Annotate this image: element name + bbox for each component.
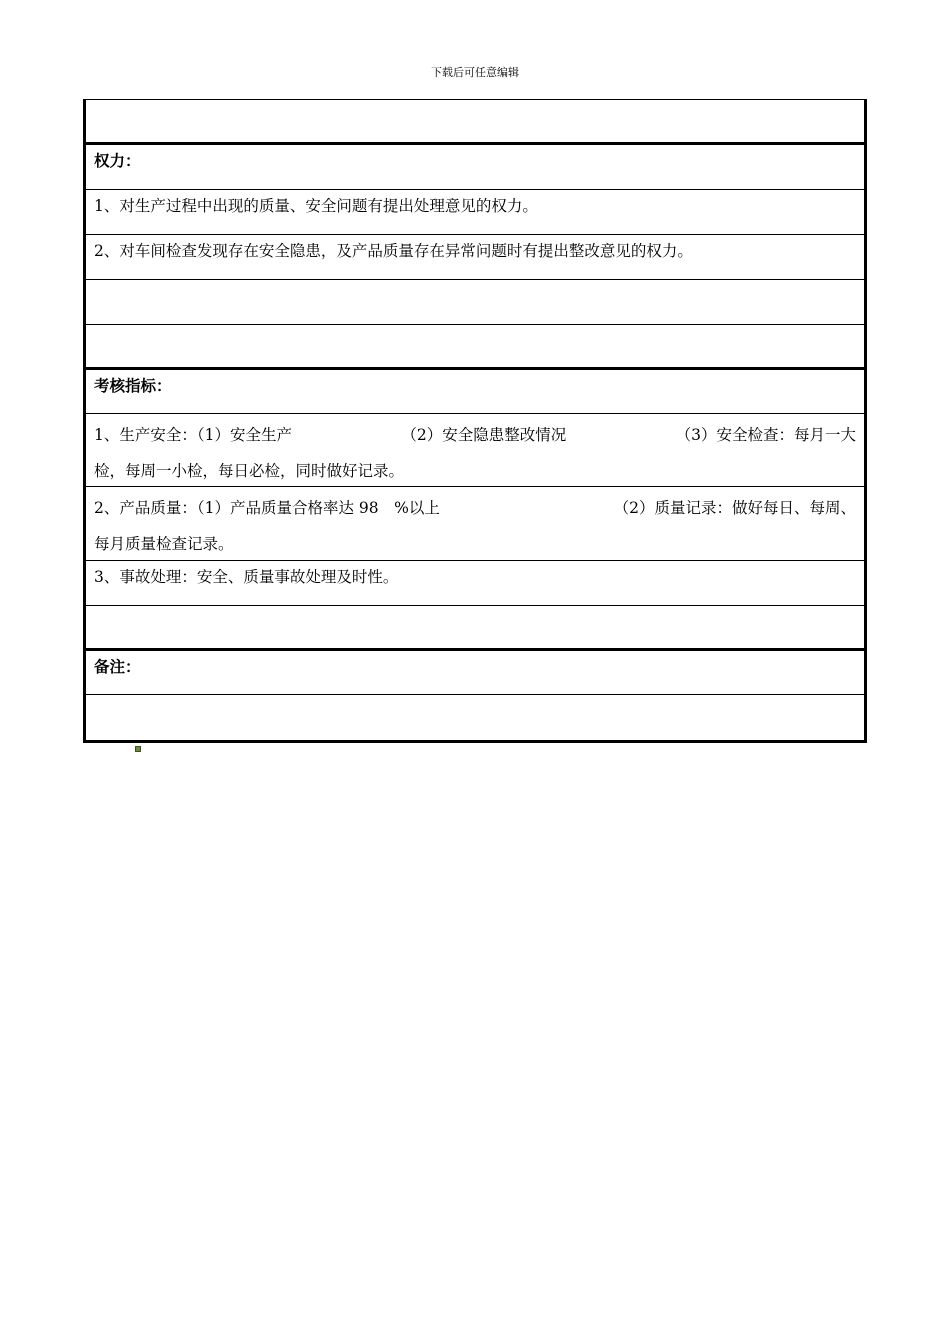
assessment-item-1-part-1: 1、生产安全：（1）安全生产	[94, 426, 292, 444]
assessment-item-3-text: 3、事故处理：安全、质量事故处理及时性。	[94, 568, 399, 586]
assessment-item-2-line-2: 每月质量检查记录。	[94, 535, 234, 553]
empty-row-assessment	[86, 606, 864, 651]
power-item-2-text: 2、对车间检查发现存在安全隐患，及产品质量存在异常问题时有提出整改意见的权力。	[94, 242, 693, 260]
remarks-section-title	[86, 651, 864, 695]
power-item-1	[86, 190, 864, 235]
assessment-item-3	[86, 561, 864, 606]
assessment-item-1-line-1	[94, 417, 856, 453]
assessment-item-1-line-2: 检，每周一小检，每日必检，同时做好记录。	[94, 462, 405, 480]
empty-row-power-1	[86, 280, 864, 325]
assessment-item-1	[86, 414, 864, 487]
power-section-title	[86, 145, 864, 190]
assessment-title: 考核指标：	[94, 377, 172, 395]
responsibility-table	[83, 99, 867, 743]
remarks-content-row	[86, 695, 864, 740]
power-title: 权力：	[94, 152, 141, 170]
assessment-item-1-part-2: （2）安全隐患整改情况	[401, 426, 567, 444]
assessment-item-1-part-3: （3）安全检查：每月一大	[675, 426, 856, 444]
assessment-item-2	[86, 487, 864, 561]
assessment-item-2-part-1: 2、产品质量：（1）产品质量合格率达 98 %以上	[94, 499, 440, 517]
power-item-2	[86, 235, 864, 280]
anchor-marker-icon	[135, 746, 141, 752]
assessment-item-2-part-2: （2）质量记录：做好每日、每周、	[613, 499, 856, 517]
empty-row-top	[86, 100, 864, 145]
assessment-section-title	[86, 370, 864, 414]
power-item-1-text: 1、对生产过程中出现的质量、安全问题有提出处理意见的权力。	[94, 197, 538, 215]
remarks-title: 备注：	[94, 658, 141, 676]
empty-row-power-2	[86, 325, 864, 370]
assessment-item-2-line-1	[94, 490, 856, 526]
page-header-note: 下载后可任意编辑	[431, 66, 519, 79]
